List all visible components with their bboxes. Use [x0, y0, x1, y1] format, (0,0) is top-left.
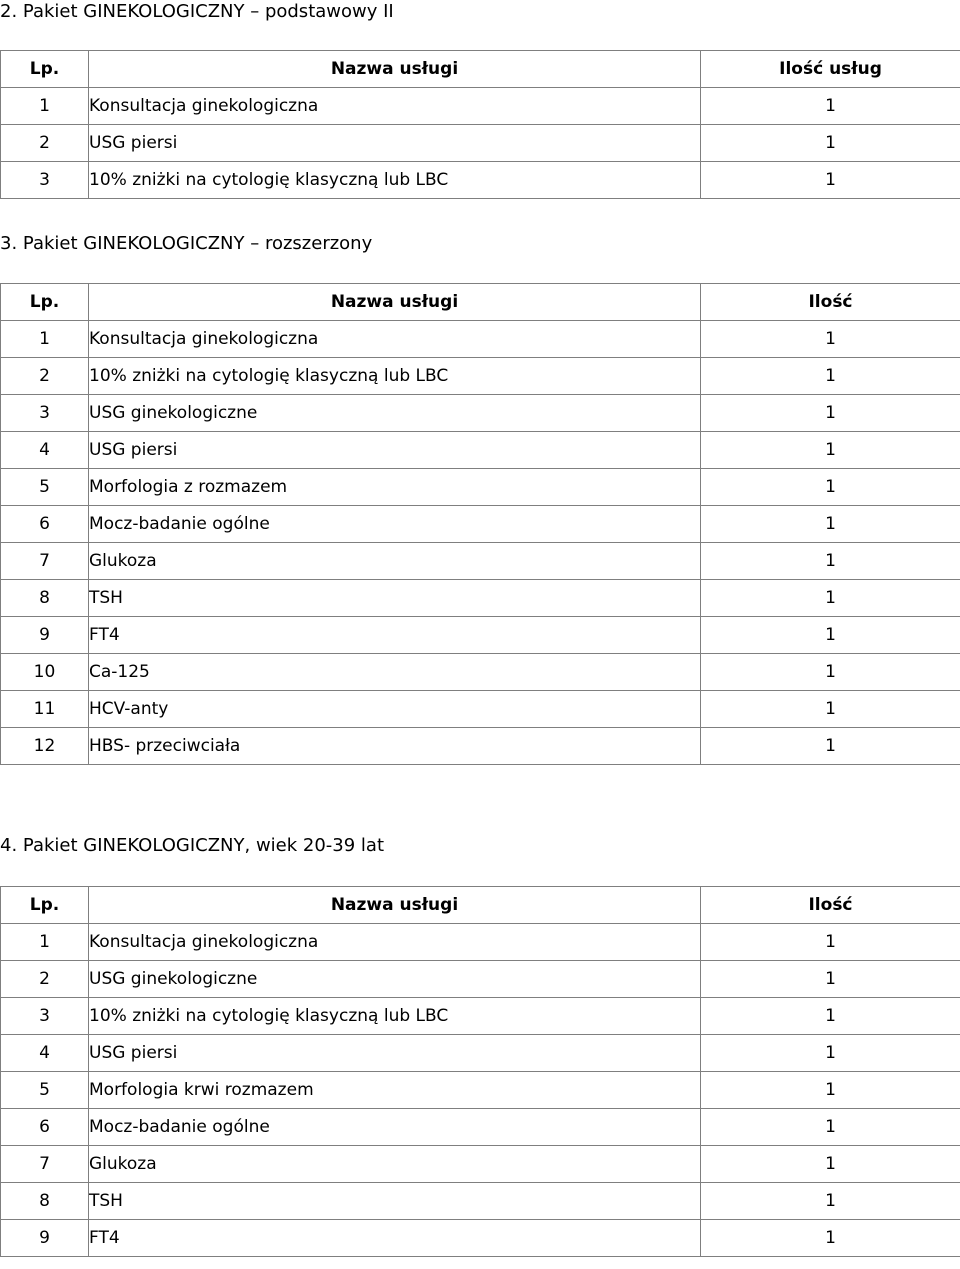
- cell-lp: 12: [1, 728, 89, 765]
- cell-qty: 1: [701, 924, 960, 961]
- header-name: Nazwa usługi: [89, 51, 701, 88]
- cell-lp: 4: [1, 432, 89, 469]
- cell-name: Ca-125: [89, 654, 701, 691]
- table-row: [1, 654, 960, 691]
- cell-lp: 2: [1, 961, 89, 998]
- header-lp: Lp.: [1, 284, 89, 321]
- cell-name: FT4: [89, 1220, 701, 1257]
- cell-name: HBS- przeciwciała: [89, 728, 701, 765]
- table-row: [1, 358, 960, 395]
- header-qty: Ilość usług: [701, 51, 960, 88]
- package-table-wiek-20-39: [0, 886, 960, 1257]
- cell-qty: 1: [701, 469, 960, 506]
- header-qty: Ilość: [701, 887, 960, 924]
- section-title-wiek-20-39: 4. Pakiet GINEKOLOGICZNY, wiek 20-39 lat: [0, 835, 385, 856]
- cell-qty: 1: [701, 506, 960, 543]
- cell-name: Konsultacja ginekologiczna: [89, 88, 701, 125]
- cell-name: TSH: [89, 1183, 701, 1220]
- cell-lp: 8: [1, 580, 89, 617]
- table-row: [1, 1035, 960, 1072]
- cell-name: Morfologia krwi rozmazem: [89, 1072, 701, 1109]
- table-row: [1, 617, 960, 654]
- cell-qty: 1: [701, 1109, 960, 1146]
- cell-qty: 1: [701, 543, 960, 580]
- cell-lp: 9: [1, 617, 89, 654]
- cell-lp: 3: [1, 395, 89, 432]
- cell-name: Konsultacja ginekologiczna: [89, 924, 701, 961]
- cell-name: Glukoza: [89, 1146, 701, 1183]
- table-row: [1, 1146, 960, 1183]
- cell-qty: 1: [701, 617, 960, 654]
- cell-qty: 1: [701, 321, 960, 358]
- cell-name: Konsultacja ginekologiczna: [89, 321, 701, 358]
- table-row: [1, 469, 960, 506]
- header-name: Nazwa usługi: [89, 887, 701, 924]
- table-row: [1, 395, 960, 432]
- header-qty: Ilość: [701, 284, 960, 321]
- cell-lp: 3: [1, 162, 89, 199]
- cell-lp: 4: [1, 1035, 89, 1072]
- table-row: [1, 1183, 960, 1220]
- cell-lp: 7: [1, 1146, 89, 1183]
- cell-name: Glukoza: [89, 543, 701, 580]
- cell-name: 10% zniżki na cytologię klasyczną lub LBC: [89, 162, 701, 199]
- cell-qty: 1: [701, 125, 960, 162]
- table-header-row: [1, 887, 960, 924]
- cell-qty: 1: [701, 162, 960, 199]
- cell-lp: 6: [1, 506, 89, 543]
- table-row: [1, 162, 960, 199]
- cell-lp: 1: [1, 321, 89, 358]
- cell-name: FT4: [89, 617, 701, 654]
- cell-name: 10% zniżki na cytologię klasyczną lub LBC: [89, 358, 701, 395]
- cell-lp: 6: [1, 1109, 89, 1146]
- section-title-rozszerzony: 3. Pakiet GINEKOLOGICZNY – rozszerzony: [0, 233, 373, 254]
- cell-name: USG ginekologiczne: [89, 961, 701, 998]
- cell-lp: 1: [1, 88, 89, 125]
- cell-qty: 1: [701, 395, 960, 432]
- table-header-row: [1, 51, 960, 88]
- cell-lp: 11: [1, 691, 89, 728]
- cell-name: USG piersi: [89, 125, 701, 162]
- cell-name: Morfologia z rozmazem: [89, 469, 701, 506]
- table-row: [1, 432, 960, 469]
- table-row: [1, 924, 960, 961]
- cell-lp: 5: [1, 469, 89, 506]
- cell-qty: 1: [701, 998, 960, 1035]
- cell-name: Mocz-badanie ogólne: [89, 506, 701, 543]
- cell-qty: 1: [701, 1146, 960, 1183]
- cell-qty: 1: [701, 358, 960, 395]
- header-lp: Lp.: [1, 887, 89, 924]
- cell-qty: 1: [701, 961, 960, 998]
- cell-qty: 1: [701, 1220, 960, 1257]
- table-row: [1, 961, 960, 998]
- table-row: [1, 88, 960, 125]
- cell-lp: 10: [1, 654, 89, 691]
- cell-qty: 1: [701, 1183, 960, 1220]
- header-name: Nazwa usługi: [89, 284, 701, 321]
- cell-name: USG piersi: [89, 432, 701, 469]
- table-header-row: [1, 284, 960, 321]
- table-row: [1, 728, 960, 765]
- cell-qty: 1: [701, 580, 960, 617]
- cell-name: Mocz-badanie ogólne: [89, 1109, 701, 1146]
- cell-qty: 1: [701, 1072, 960, 1109]
- cell-name: 10% zniżki na cytologię klasyczną lub LBC: [89, 998, 701, 1035]
- table-row: [1, 1220, 960, 1257]
- cell-qty: 1: [701, 1035, 960, 1072]
- cell-qty: 1: [701, 654, 960, 691]
- table-row: [1, 506, 960, 543]
- cell-lp: 2: [1, 125, 89, 162]
- cell-name: USG piersi: [89, 1035, 701, 1072]
- cell-lp: 3: [1, 998, 89, 1035]
- table-row: [1, 1072, 960, 1109]
- table-row: [1, 543, 960, 580]
- cell-name: USG ginekologiczne: [89, 395, 701, 432]
- cell-qty: 1: [701, 88, 960, 125]
- table-row: [1, 1109, 960, 1146]
- cell-qty: 1: [701, 691, 960, 728]
- cell-name: HCV-anty: [89, 691, 701, 728]
- cell-lp: 5: [1, 1072, 89, 1109]
- table-row: [1, 998, 960, 1035]
- package-table-rozszerzony: [0, 283, 960, 765]
- table-row: [1, 321, 960, 358]
- table-row: [1, 125, 960, 162]
- cell-lp: 1: [1, 924, 89, 961]
- cell-lp: 8: [1, 1183, 89, 1220]
- package-table-podstawowy: [0, 50, 960, 199]
- header-lp: Lp.: [1, 51, 89, 88]
- table-row: [1, 580, 960, 617]
- cell-qty: 1: [701, 432, 960, 469]
- cell-lp: 2: [1, 358, 89, 395]
- cell-lp: 9: [1, 1220, 89, 1257]
- cell-lp: 7: [1, 543, 89, 580]
- cell-name: TSH: [89, 580, 701, 617]
- section-title-podstawowy: 2. Pakiet GINEKOLOGICZNY – podstawowy II: [0, 1, 394, 22]
- table-row: [1, 691, 960, 728]
- cell-qty: 1: [701, 728, 960, 765]
